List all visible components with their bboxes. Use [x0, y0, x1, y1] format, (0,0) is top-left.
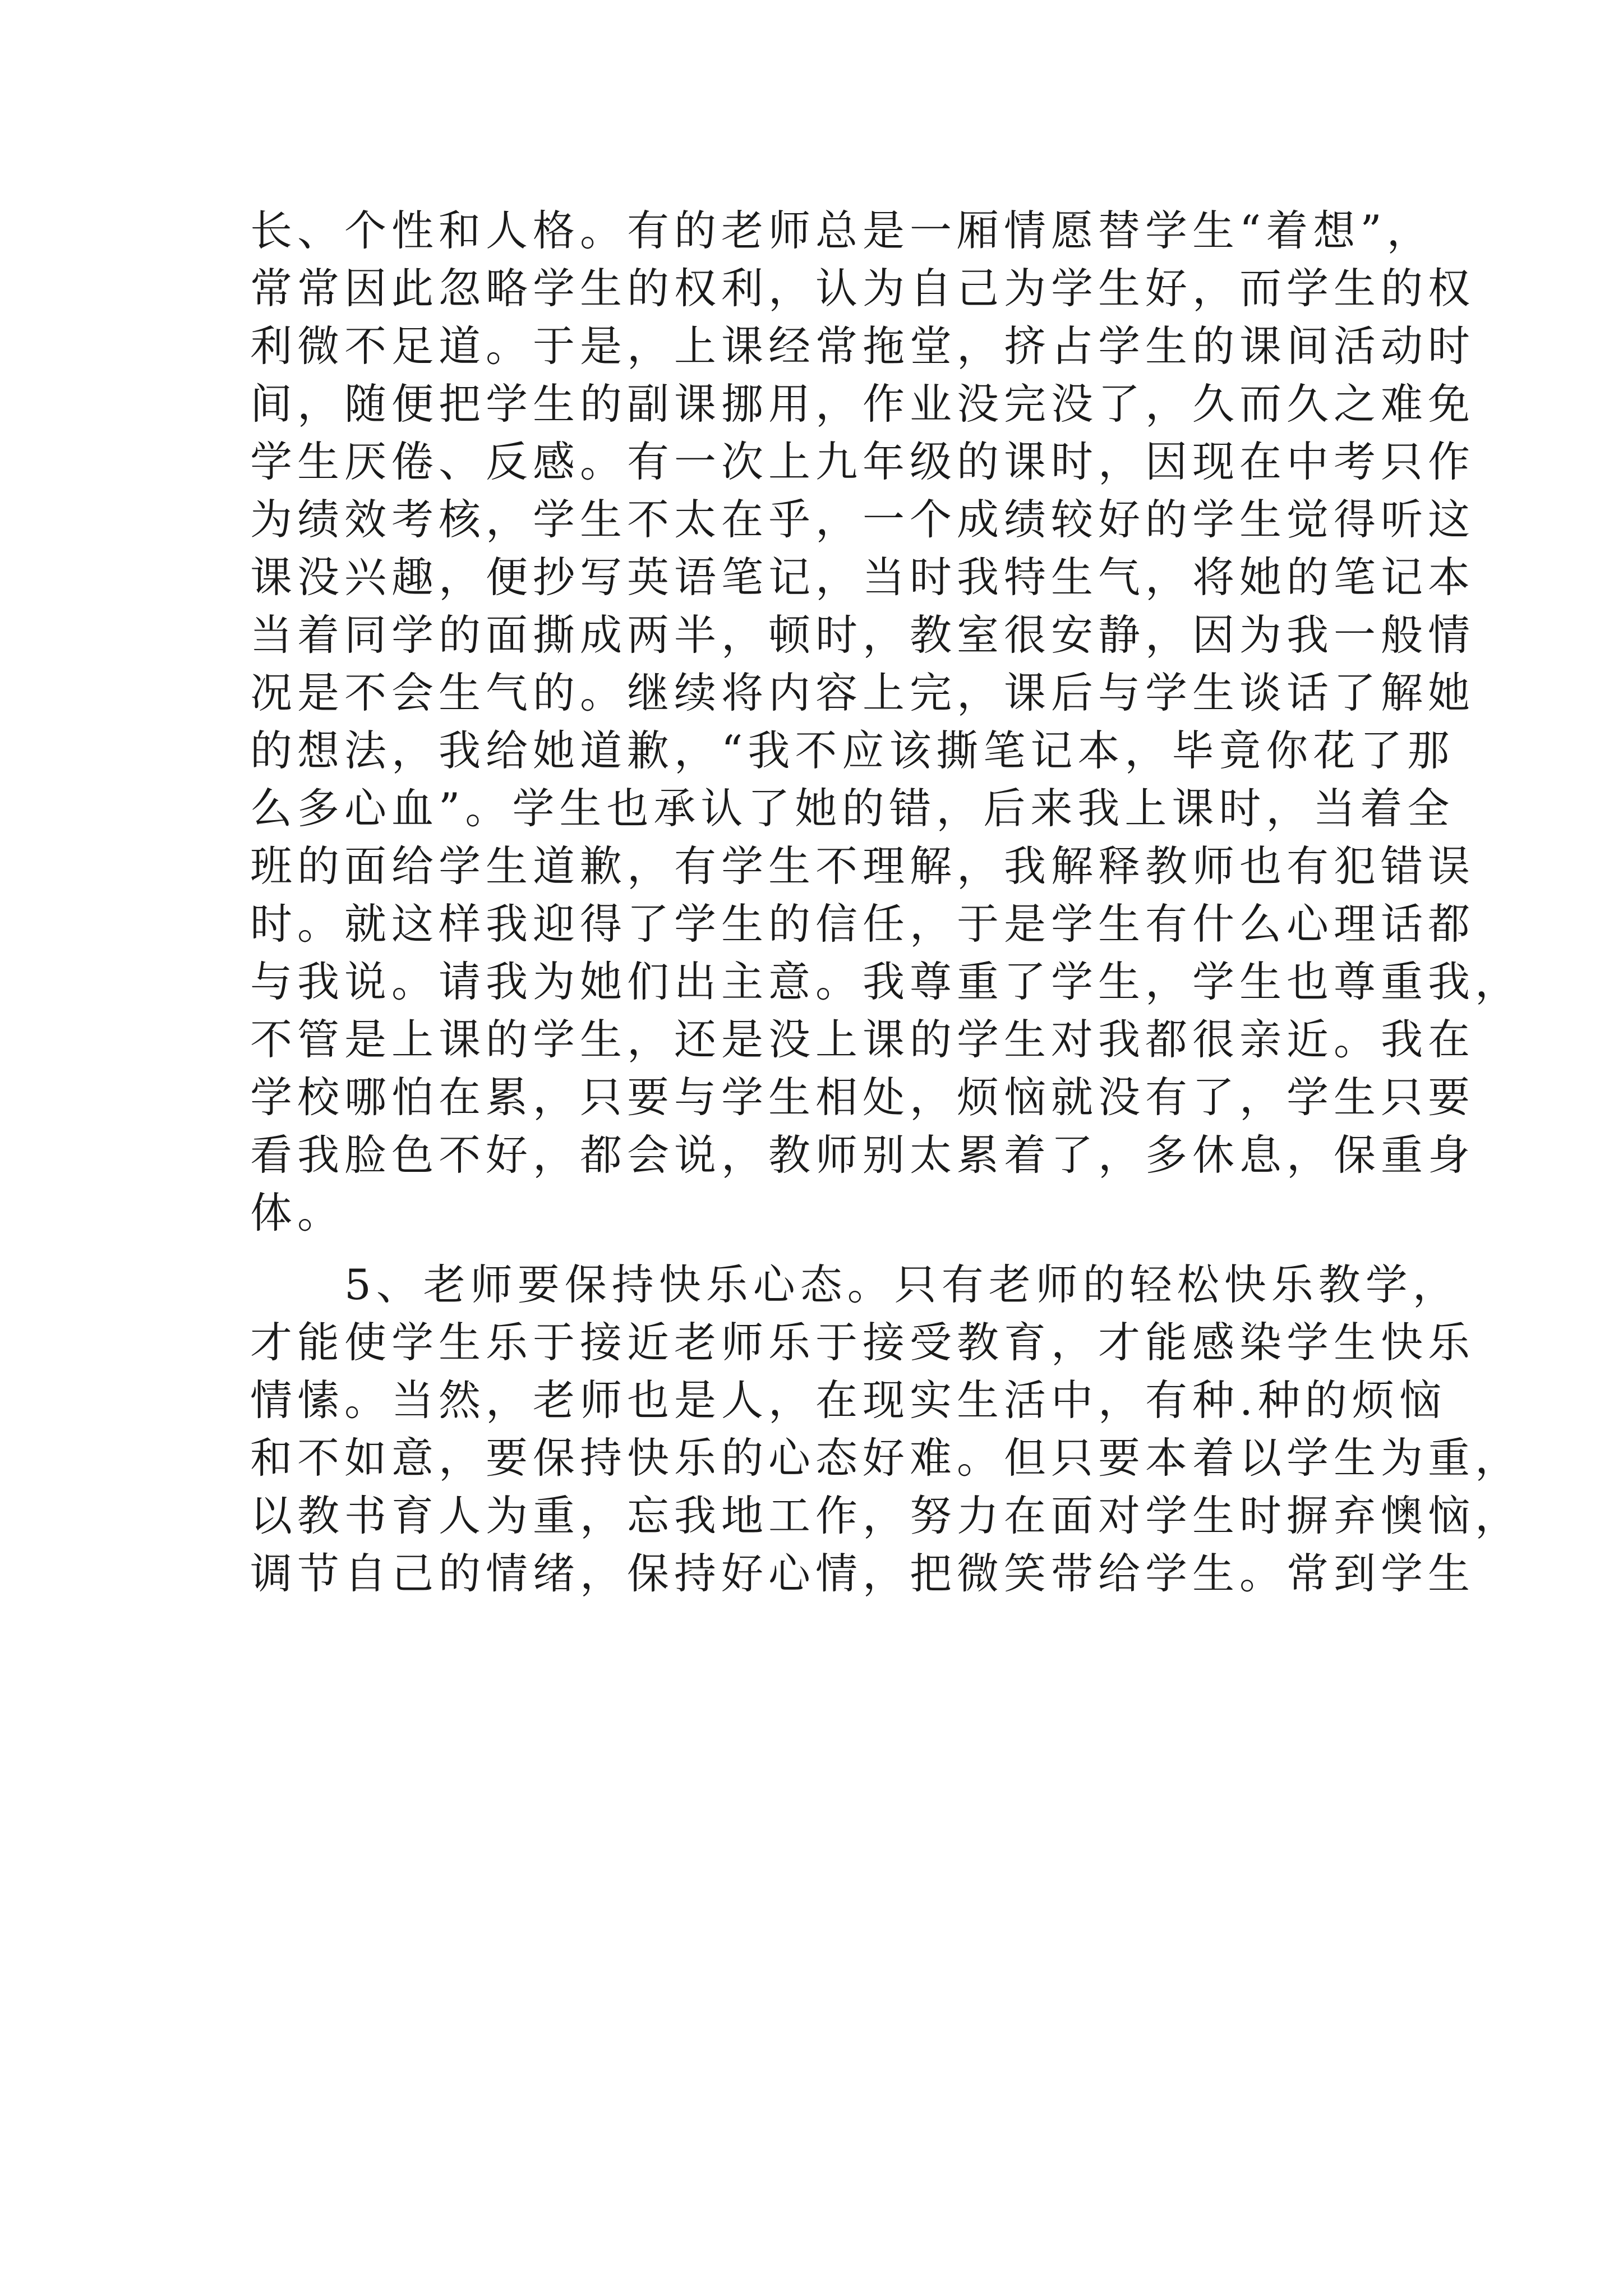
text-line: 以教书育人为重，忘我地工作，努力在面对学生时摒弃懊恼， — [250, 1491, 1523, 1540]
text-line: 调节自己的情绪，保持好心情，把微笑带给学生。常到学生 — [250, 1549, 1476, 1598]
text-line: 与我说。请我为她们出主意。我尊重了学生，学生也尊重我， — [250, 957, 1523, 1006]
text-line: 常常因此忽略学生的权利，认为自己为学生好，而学生的权 — [250, 264, 1476, 313]
text-line: 看我脸色不好，都会说，教师别太累着了，多休息，保重身 — [250, 1130, 1476, 1180]
text-line: 学生厌倦、反感。有一次上九年级的课时，因现在中考只作 — [250, 437, 1476, 486]
text-line: 间，随便把学生的副课挪用，作业没完没了，久而久之难免 — [250, 379, 1476, 429]
text-line: 班的面给学生道歉，有学生不理解，我解释教师也有犯错误 — [250, 841, 1476, 891]
text-line: 学校哪怕在累，只要与学生相处，烦恼就没有了，学生只要 — [250, 1073, 1476, 1122]
text-line: 5、老师要保持快乐心态。只有老师的轻松快乐教学， — [250, 1260, 1460, 1309]
text-line: 长、个性和人格。有的老师总是一厢情愿替学生“着想”， — [250, 206, 1434, 255]
text-line: 不管是上课的学生，还是没上课的学生对我都很亲近。我在 — [250, 1015, 1476, 1064]
text-line: 的想法，我给她道歉，“我不应该撕笔记本，毕竟你花了那 — [250, 726, 1455, 775]
text-line: 才能使学生乐于接近老师乐于接受教育，才能感染学生快乐 — [250, 1318, 1476, 1367]
paragraph-gap — [250, 1242, 1381, 1256]
text-line: 体。 — [250, 1188, 345, 1237]
text-line: 利微不足道。于是，上课经常拖堂，挤占学生的课间活动时 — [250, 321, 1476, 371]
text-line: 况是不会生气的。继续将内容上完，课后与学生谈话了解她 — [250, 668, 1476, 717]
paragraph-2 — [250, 1256, 1523, 1603]
text-line: 情愫。当然，老师也是人，在现实生活中，有种.种的烦恼 — [250, 1375, 1446, 1425]
text-line: 为绩效考核，学生不太在乎，一个成绩较好的学生觉得听这 — [250, 495, 1476, 544]
text-line: 么多心血”。学生也承认了她的错，后来我上课时，当着全 — [250, 784, 1455, 833]
text-line: 和不如意，要保持快乐的心态好难。但只要本着以学生为重， — [250, 1433, 1523, 1483]
text-line: 时。就这样我迎得了学生的信任，于是学生有什么心理话都 — [250, 899, 1476, 949]
text-line: 课没兴趣，便抄写英语笔记，当时我特生气，将她的笔记本 — [250, 553, 1476, 602]
paragraph-1 — [250, 202, 1523, 1242]
text-line: 当着同学的面撕成两半，顿时，教室很安静，因为我一般情 — [250, 610, 1476, 660]
body-text — [250, 202, 1523, 1603]
